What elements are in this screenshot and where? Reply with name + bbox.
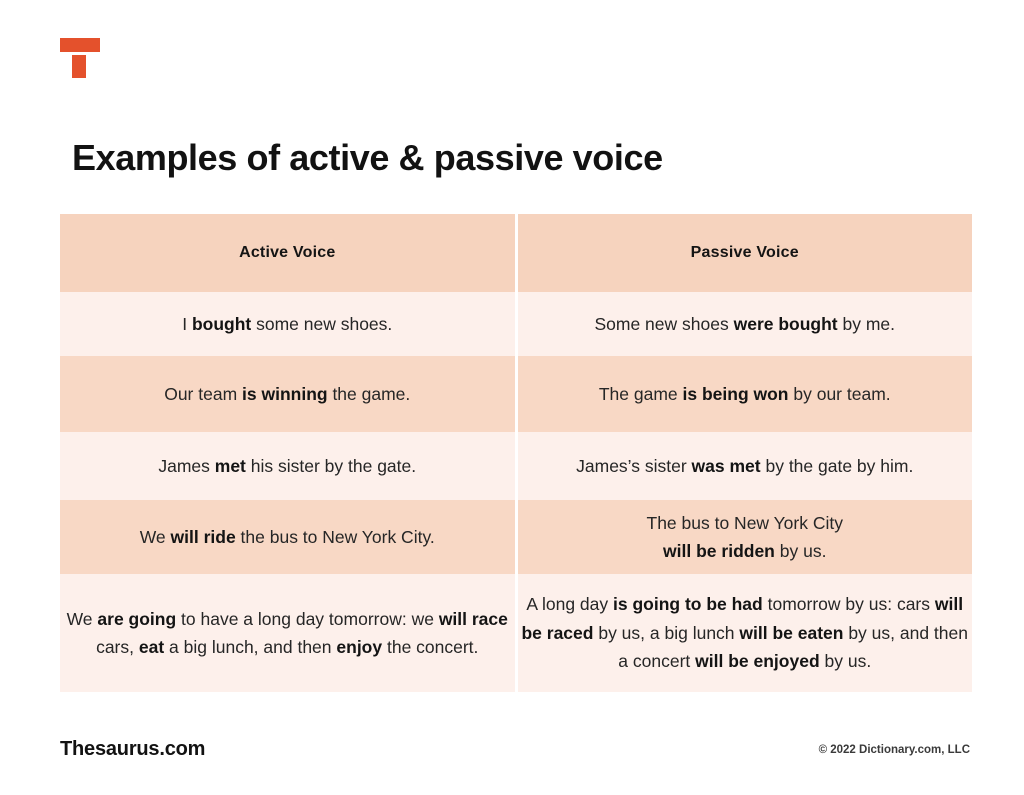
passive-voice-cell: Some new shoes were bought by me. xyxy=(516,292,972,356)
passive-voice-cell: The bus to New York City will be ridden by us. xyxy=(516,500,972,574)
table-header-row xyxy=(60,214,972,292)
active-voice-cell: We will ride the bus to New York City. xyxy=(60,500,516,574)
footer-copyright: © 2022 Dictionary.com, LLC xyxy=(818,744,970,756)
active-voice-cell: I bought some new shoes. xyxy=(60,292,516,356)
table-row xyxy=(60,432,972,500)
active-voice-cell: James met his sister by the gate. xyxy=(60,432,516,500)
table-row xyxy=(60,356,972,432)
page-title: Examples of active & passive voice xyxy=(72,137,663,178)
table-row xyxy=(60,292,972,356)
active-passive-voice-table xyxy=(60,214,972,692)
active-voice-cell: We are going to have a long day tomorrow: we will race cars, eat a big lunch, and then enjoy the concert. xyxy=(60,574,516,692)
footer-brand: Thesaurus.com xyxy=(60,738,206,760)
column-header-active-voice: Active Voice xyxy=(60,214,516,292)
passive-voice-cell: The game is being won by our team. xyxy=(516,356,972,432)
passive-voice-cell: James’s sister was met by the gate by him. xyxy=(516,432,972,500)
column-header-passive-voice: Passive Voice xyxy=(516,214,972,292)
thesaurus-t-logo-icon xyxy=(58,36,102,80)
passive-voice-cell: A long day is going to be had tomorrow by us: cars will be raced by us, a big lunch will be eaten by us, and then a concert will be enjoyed by us. xyxy=(516,574,972,692)
table-row xyxy=(60,574,972,692)
table-body xyxy=(60,292,972,692)
table-row xyxy=(60,500,972,574)
active-voice-cell: Our team is winning the game. xyxy=(60,356,516,432)
